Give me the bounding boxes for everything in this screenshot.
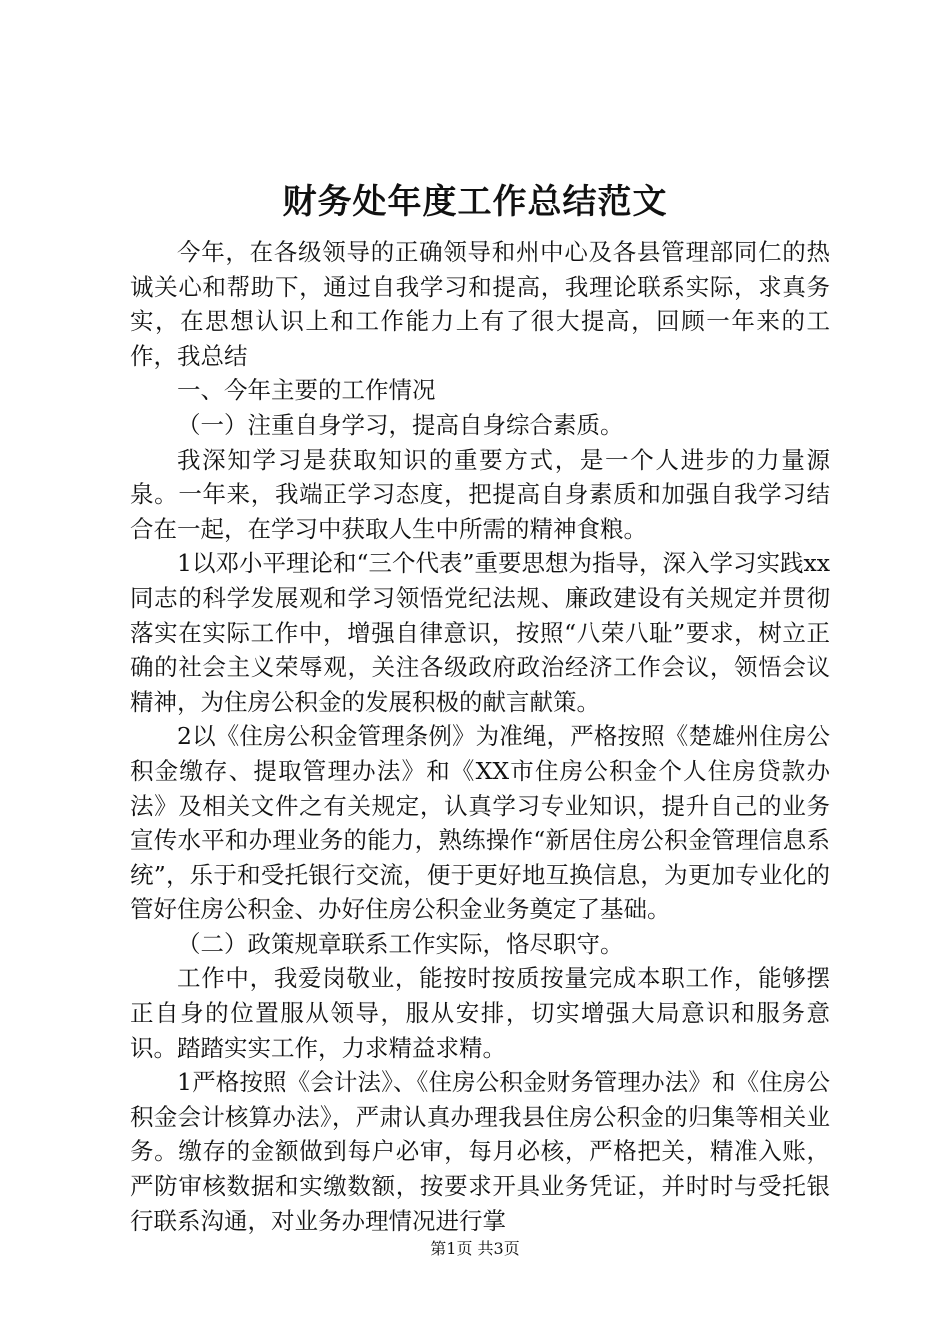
document-body xyxy=(130,235,830,1238)
subsection-heading: （一）注重自身学习，提高自身综合素质。 xyxy=(177,410,624,439)
paragraph: 工作中，我爱岗敬业，能按时按质按量完成本职工作，能够摆正自身的位置服从领导，服从安排，切实增强大局意识和服务意识。踏踏实实工作，力求精益求精。 xyxy=(130,964,830,1062)
subsection-heading: （二）政策规章联系工作实际，恪尽职守。 xyxy=(177,929,624,958)
paragraph: 2以《住房公积金管理条例》为准绳，严格按照《楚雄州住房公积金缴存、提取管理办法》和《XX市住房公积金个人住房贷款办法》及相关文件之有关规定，认真学习专业知识，提升自己的业务宣传水平和办理业务的能力，熟练操作“新居住房公积金管理信息系统”，乐于和受托银行交流，便于更好地互换信息，为更加专业化的管好住房公积金、办好住房公积金业务奠定了基础。 xyxy=(130,722,830,924)
document-title: 财务处年度工作总结范文 xyxy=(282,182,668,222)
section-heading: 一、今年主要的工作情况 xyxy=(177,376,436,405)
paragraph: 今年，在各级领导的正确领导和州中心及各县管理部同仁的热诚关心和帮助下，通过自我学习和提高，我理论联系实际，求真务实，在思想认识上和工作能力上有了很大提高，回顾一年来的工作，我总结 xyxy=(130,238,830,370)
paragraph: 1严格按照《会计法》、《住房公积金财务管理办法》和《住房公积金会计核算办法》，严肃认真办理我县住房公积金的归集等相关业务。缴存的金额做到每户必审，每月必核，严格把关，精准入账，严防审核数据和实缴数额，按要求开具业务凭证，并时时与受托银行联系沟通，对业务办理情况进行掌 xyxy=(130,1068,830,1235)
paragraph: 我深知学习是获取知识的重要方式，是一个人进步的力量源泉。一年来，我端正学习态度，把提高自身素质和加强自我学习结合在一起，在学习中获取人生中所需的精神食粮。 xyxy=(130,445,830,543)
page-footer: 第1页 共3页 xyxy=(430,1239,520,1258)
paragraph: 1以邓小平理论和“三个代表”重要思想为指导，深入学习实践xx同志的科学发展观和学习领悟党纪法规、廉政建设有关规定并贯彻落实在实际工作中，增强自律意识，按照“八荣八耻”要求，树立正确的社会主义荣辱观，关注各级政府政治经济工作会议，领悟会议精神，为住房公积金的发展积极的献言献策。 xyxy=(130,549,830,716)
